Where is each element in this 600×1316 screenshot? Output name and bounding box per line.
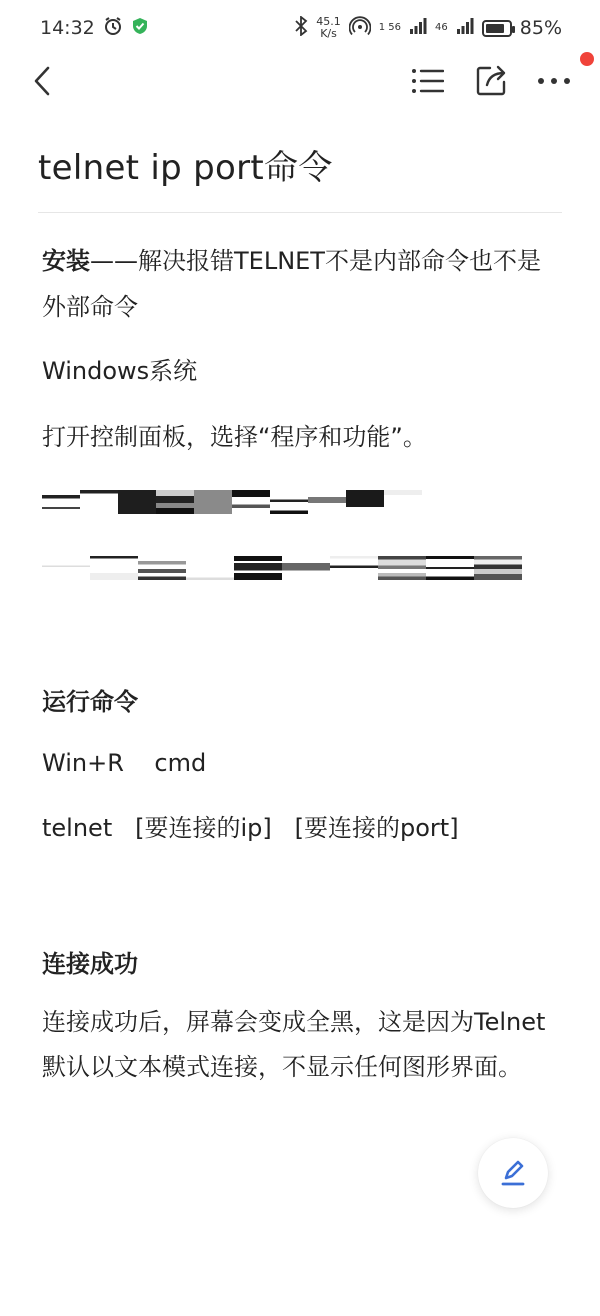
signal-label-1: 1 56 [378, 22, 402, 33]
more-icon [536, 66, 572, 96]
hotspot-icon [349, 16, 371, 41]
edit-pencil-icon [498, 1158, 528, 1188]
status-bar [0, 0, 600, 56]
status-left [40, 16, 149, 41]
instruction-line: 打开控制面板，选择“程序和功能”。 [42, 423, 427, 451]
battery-percent: 85% [519, 17, 562, 39]
net-speed-value: 45.1 [316, 15, 341, 28]
run-line-2: telnet [要连接的ip] [要连接的port] [42, 814, 459, 842]
net-speed [316, 16, 341, 40]
battery-icon [482, 20, 512, 37]
intro-bold: 安装 [42, 247, 90, 275]
edit-button[interactable] [478, 1138, 548, 1208]
os-line: Windows系统 [42, 357, 198, 385]
toc-button[interactable] [410, 66, 444, 96]
shield-check-icon [131, 17, 149, 40]
signal-label-2: 46 [435, 22, 448, 33]
share-button[interactable] [474, 64, 508, 98]
article-title: telnet ip port命令 [38, 148, 333, 188]
alarm-icon [103, 16, 123, 41]
heading-run-command: 运行命令 [42, 688, 138, 716]
intro-paragraph [42, 238, 562, 330]
run-line-1: Win+R cmd [42, 749, 207, 777]
more-button[interactable] [536, 66, 572, 96]
notification-dot [580, 52, 594, 66]
title-divider [38, 212, 562, 213]
back-button[interactable] [28, 64, 56, 98]
heading-connect-success: 连接成功 [42, 950, 138, 978]
net-speed-unit: K/s [320, 27, 337, 40]
signal-icon-2 [456, 17, 474, 40]
status-right [294, 16, 562, 41]
share-icon [474, 64, 508, 98]
bluetooth-icon [294, 16, 308, 41]
status-time: 14:32 [40, 17, 95, 39]
back-icon [28, 64, 56, 98]
broken-image-2 [42, 556, 522, 580]
intro-text: ——解决报错TELNET不是内部命令也不是外部命令 [42, 247, 541, 321]
signal-icon [409, 17, 427, 40]
top-nav [0, 56, 600, 108]
success-paragraph: 连接成功后，屏幕会变成全黑，这是因为Telnet默认以文本模式连接，不显示任何图形界面。 [42, 1008, 546, 1081]
broken-image-1 [42, 490, 422, 514]
battery-level [486, 24, 505, 33]
toc-icon [410, 66, 444, 96]
